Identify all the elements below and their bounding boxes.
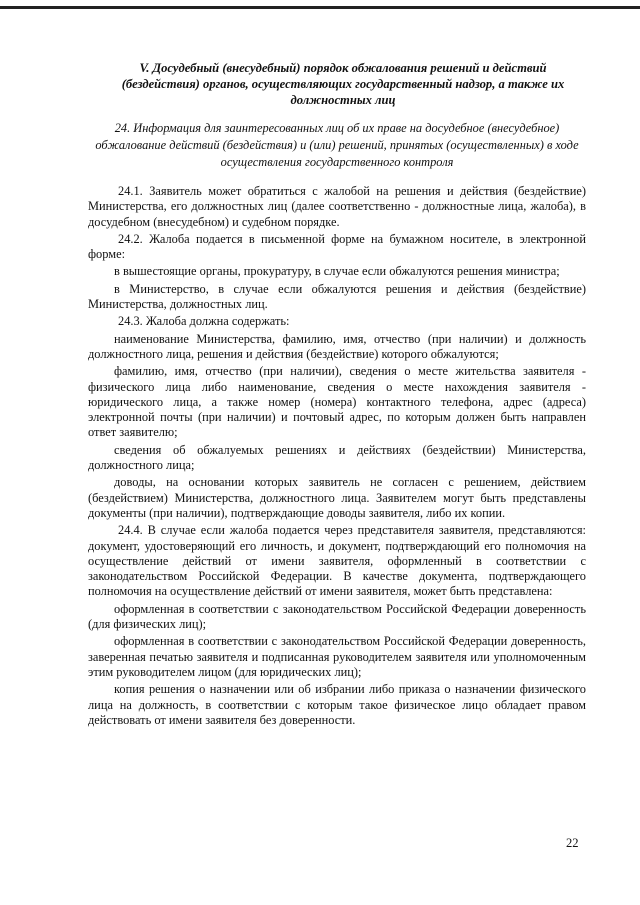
paragraph-24-4: 24.4. В случае если жалоба подается через представителя заявителя, представляются: документ, удостоверяющий его личность, и документ, подтверждающий его полномочия на осуществление действий от имени заявителя, оформленный в соответствии с законодательством Российской Федерации. В качестве документа, подтверждающего полномочия на осуществление действий от имени заявителя, может быть представлена:	[88, 523, 586, 599]
paragraph-applicant-details: фамилию, имя, отчество (при наличии), сведения о месте жительства заявителя - физического лица либо наименование, сведения о месте нахождения заявителя - юридического лица, а также номер (номера) контактного телефона, адрес (адреса) электронной почты (при наличии) и почтовый адрес, по которым должен быть направлен ответ заявителю;	[88, 364, 586, 440]
paragraph-ministry-name: наименование Министерства, фамилию, имя, отчество (при наличии) и должность должностного лица, решения и действия (бездействие) которого обжалуются;	[88, 331, 586, 361]
page-number: 22	[566, 836, 579, 850]
paragraph-appointment-copy: копия решения о назначении или об избрании либо приказа о назначении физического лица на должность, в соответствии с которым такое физическое лицо обладает правом действовать от имени заявителя без доверенности.	[88, 682, 586, 727]
paragraph-24-2: 24.2. Жалоба подается в письменной форме на бумажном носителе, в электронной форме:	[88, 231, 586, 262]
paragraph-24-3: 24.3. Жалоба должна содержать:	[118, 314, 290, 329]
document-page	[88, 60, 586, 730]
scan-edge-line	[0, 6, 640, 9]
paragraph-power-of-attorney-individuals: оформленная в соответствии с законодательством Российской Федерации доверенность (для физических лиц);	[88, 601, 586, 632]
paragraph-power-of-attorney-legal: оформленная в соответствии с законодательством Российской Федерации доверенность, заверенная печатью заявителя и подписанная руководителем заявителя или уполномоченным этим руководителем лицом (для юридических лиц);	[88, 634, 586, 679]
document-body	[88, 184, 586, 728]
paragraph-arguments: доводы, на основании которых заявитель не согласен с решением, действием (бездействием) Министерства, должностного лица. Заявителем могут быть представлены документы (при наличии), подтверждающие доводы заявителя, либо их копии.	[88, 475, 586, 520]
paragraph-higher-authorities: в вышестоящие органы, прокуратуру, в случае если обжалуются решения министра;	[114, 264, 560, 279]
section-heading: V. Досудебный (внесудебный) порядок обжалования решений и действий (бездействия) органов, осуществляющих государственный надзор, а также их должностных лиц	[121, 61, 565, 107]
paragraph-24-1: 24.1. Заявитель может обратиться с жалобой на решения и действия (бездействие) Министерства, его должностных лиц (далее соответственно - должностные лица, жалоба), в досудебном (внесудебном) и судебном порядке.	[88, 184, 586, 229]
paragraph-appealed-decisions: сведения об обжалуемых решениях и действиях (бездействии) Министерства, должностного лица;	[88, 442, 586, 473]
paragraph-ministry: в Министерство, в случае если обжалуются решения и действия (бездействие) Министерства, должностных лиц.	[88, 281, 586, 312]
subsection-heading: 24. Информация для заинтересованных лиц об их праве на досудебное (внесудебное) обжалование действий (бездействия) и (или) решений, принятых (осуществленных) в ходе осуществления государственного контроля	[95, 121, 579, 169]
